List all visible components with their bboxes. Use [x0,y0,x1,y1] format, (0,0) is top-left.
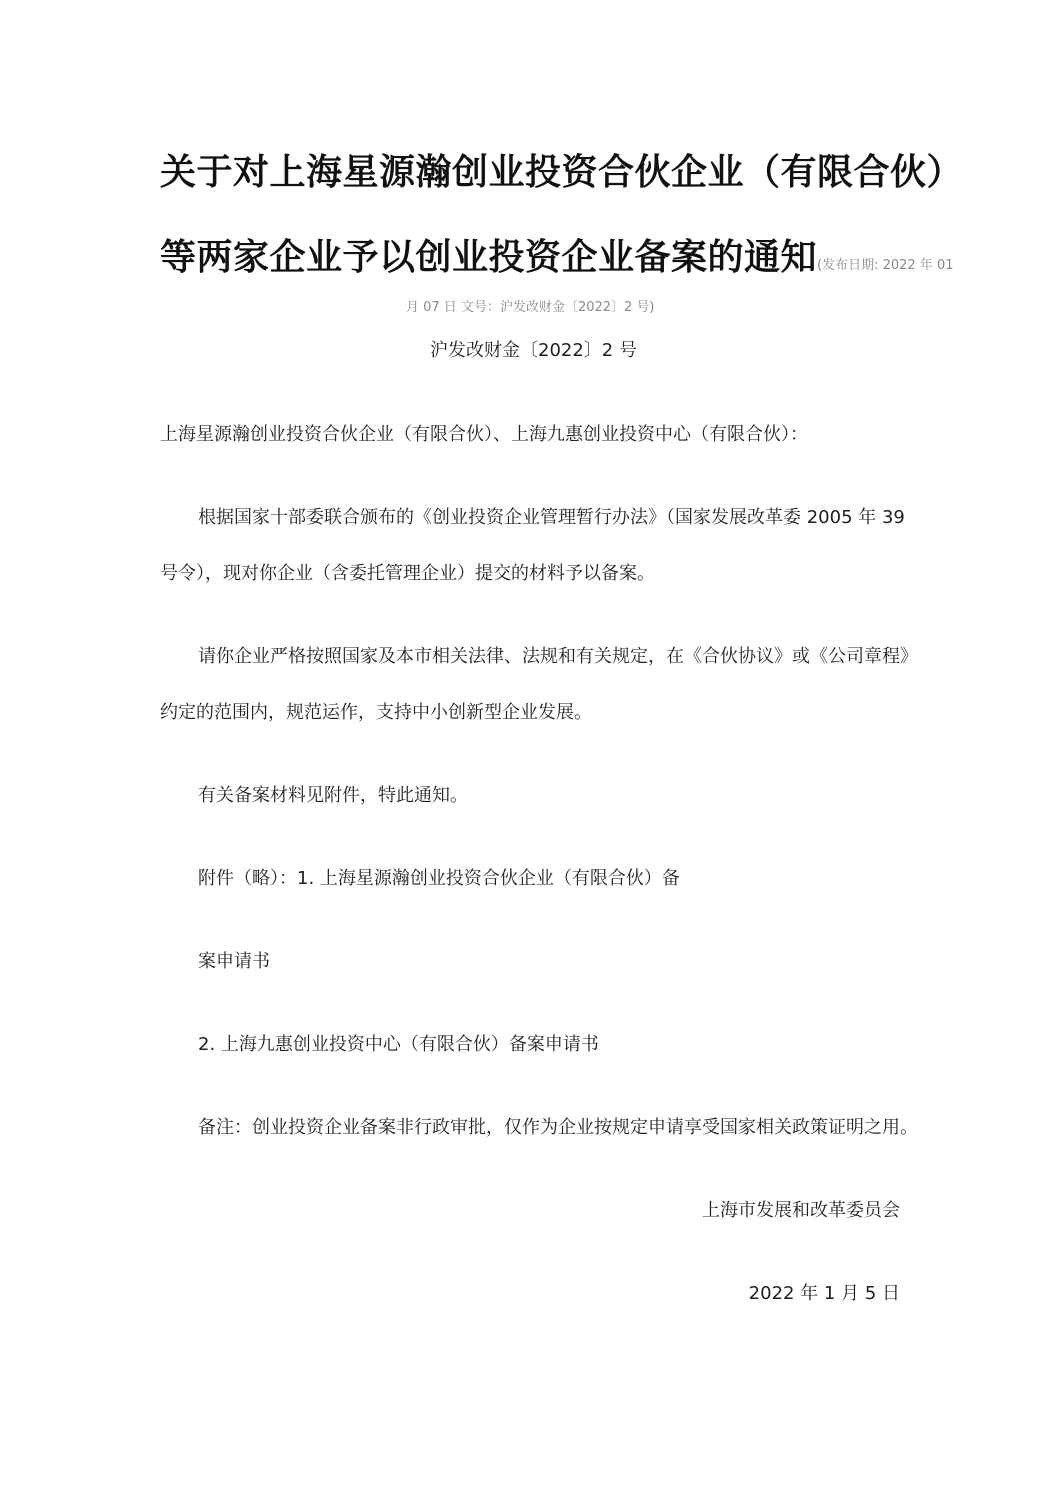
attachment-1-line-2: 案申请书 [198,951,270,972]
paragraph-1-line-1: 根据国家十部委联合颁布的《创业投资企业管理暂行办法》（国家发展改革委 2005 年 39 [198,507,905,528]
paragraph-2-line-2: 约定的范围内，规范运作，支持中小创新型企业发展。 [160,702,592,723]
addressee: 上海星源瀚创业投资合伙企业（有限合伙）、上海九惠创业投资中心（有限合伙）： [160,424,808,445]
attachment-2: 2. 上海九惠创业投资中心（有限合伙）备案申请书 [198,1034,599,1055]
publish-info-part2: 月 07 日 文号：沪发改财金〔2022〕2 号) [406,300,655,315]
issue-date: 2022 年 1 月 5 日 [748,1283,900,1304]
paragraph-3: 有关备案材料见附件，特此通知。 [198,785,468,806]
remark: 备注：创业投资企业备案非行政审批，仅作为企业按规定申请享受国家相关政策证明之用。 [198,1117,918,1138]
title-line-1: 关于对上海星源瀚创业投资合伙企业（有限合伙） [160,152,964,193]
title-line-2 [160,237,954,278]
publish-info-part1: (发布日期: 2022 年 01 [817,258,954,273]
doc-number: 沪发改财金〔2022〕2 号 [430,340,637,361]
paragraph-1-line-2: 号令），现对你企业（含委托管理企业）提交的材料予以备案。 [160,563,655,584]
attachment-1-line-1: 附件（略）：1. 上海星源瀚创业投资合伙企业（有限合伙）备 [198,868,680,889]
title-line-2-text: 等两家企业予以创业投资企业备案的通知 [160,237,818,278]
issuer-signature: 上海市发展和改革委员会 [702,1200,900,1221]
paragraph-2-line-1: 请你企业严格按照国家及本市相关法律、法规和有关规定，在《合伙协议》或《公司章程》 [198,646,918,667]
